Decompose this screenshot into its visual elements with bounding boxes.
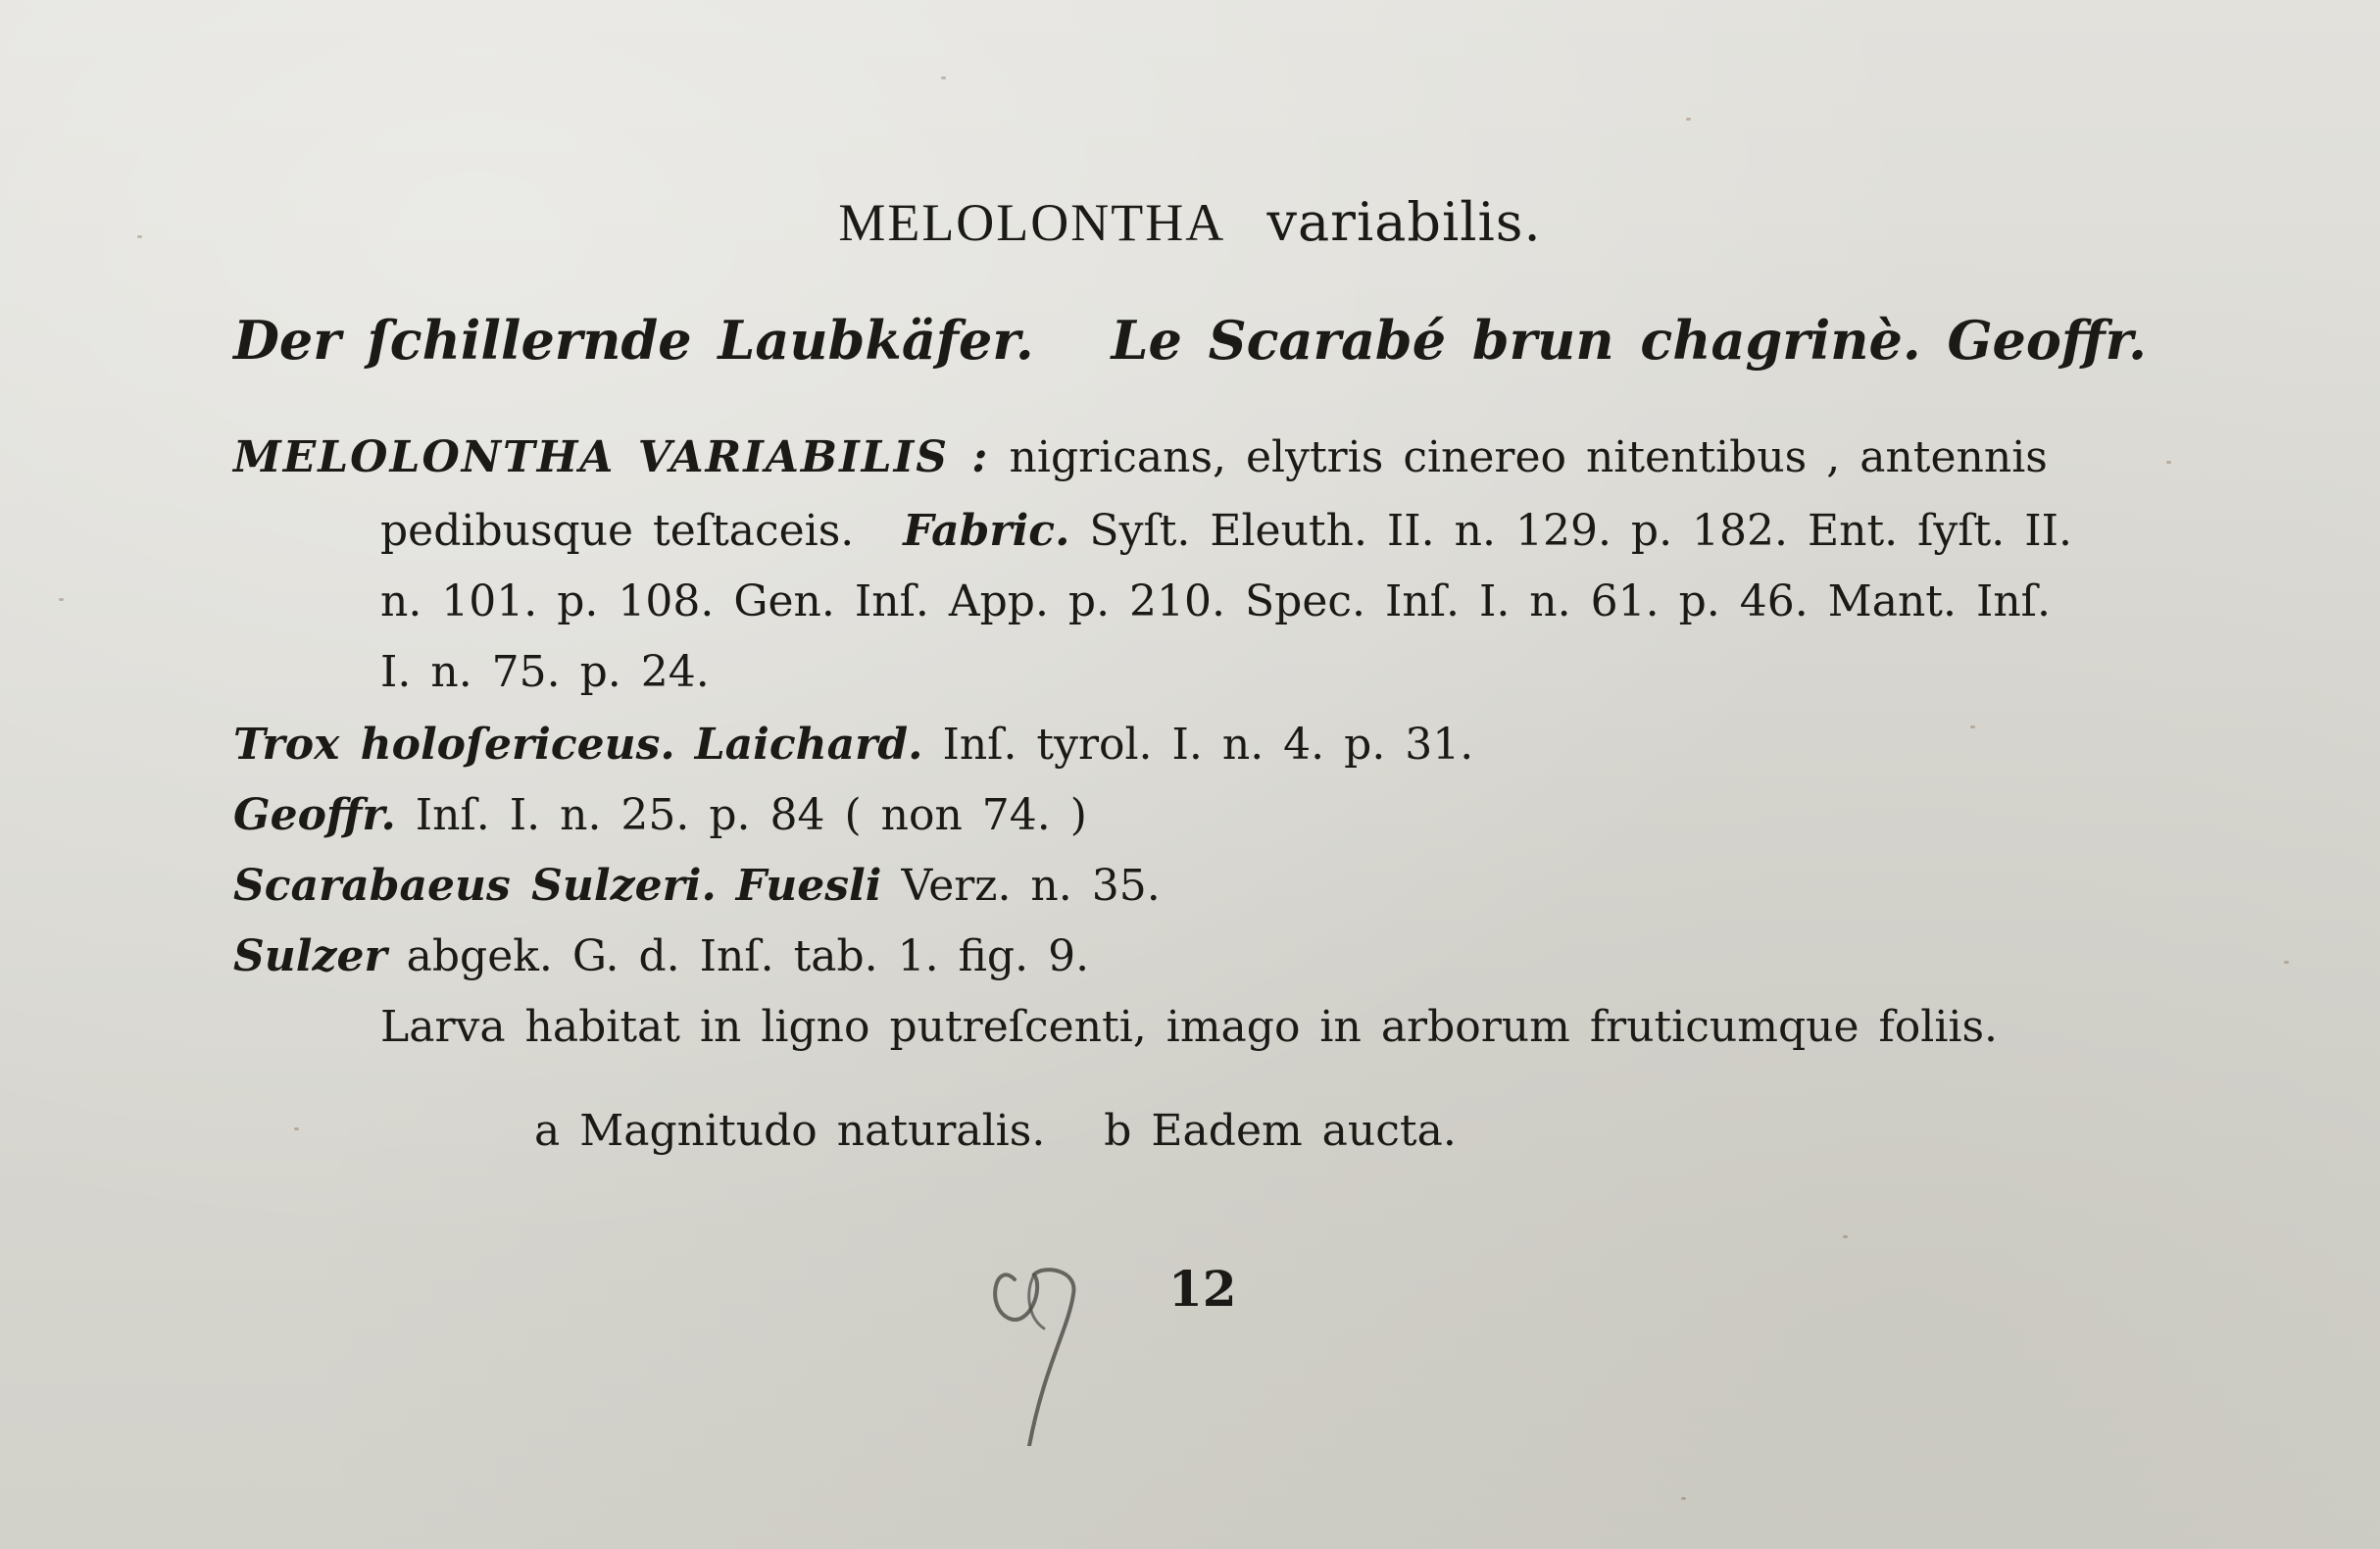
page-number: 12 (1168, 1260, 1237, 1318)
habitat-line: Larva habitat in ligno putreſcenti, imago in arborum fruticumque foliis. (380, 1002, 1999, 1052)
synonym-reference: Inſ. I. n. 25. p. 84 ( non 74. ) (415, 790, 1087, 840)
species-name: variabilis. (1266, 191, 1542, 253)
french-common-name: Le Scarabé brun chagrinè. Geoffr. (1111, 309, 2147, 372)
description-line-3: n. 101. p. 108. Gen. Inſ. App. p. 210. Spec. Inſ. I. n. 61. p. 46. Mant. Inſ. (380, 576, 2051, 626)
paper-speck (941, 76, 946, 79)
synonym-reference: Verz. n. 35. (901, 861, 1161, 911)
paper-speck (2166, 461, 2171, 464)
description-line-1 (233, 432, 2048, 482)
synonym-line (233, 720, 1474, 770)
author-citation: Fabric. (903, 506, 1070, 556)
synonym-author: Laichard. (694, 720, 923, 770)
description-lead-text: nigricans, elytris cinereo nitentibus , antennis (1009, 432, 2048, 482)
paper-speck (1681, 1497, 1686, 1500)
synonym-line (233, 931, 1090, 981)
synonym-name: Geoffr. (233, 790, 396, 840)
synonym-author: Fuesli (735, 861, 882, 911)
synonym-line (233, 790, 1087, 840)
description-line-2 (380, 506, 2072, 556)
description-text: Syſt. Eleuth. II. n. 129. p. 182. Ent. ſyſt. II. (1089, 506, 2072, 556)
german-common-name: Der ſchillernde Laubkäfer. (233, 309, 1034, 372)
description-lead-name: MELOLONTHA VARIABILIS : (233, 432, 990, 482)
synonym-reference: abgek. G. d. Inſ. tab. 1. fig. 9. (406, 931, 1090, 981)
genus-name: MELOLONTHA (838, 193, 1226, 252)
synonym-name: Scarabaeus Sulzeri. (233, 861, 717, 911)
paper-speck (2284, 961, 2289, 964)
description-line-4: I. n. 75. p. 24. (380, 647, 710, 697)
paper-speck (1970, 725, 1975, 728)
paper-speck (294, 1127, 299, 1130)
species-heading (0, 191, 2380, 253)
figure-caption: a Magnitudo naturalis. b Eadem aucta. (534, 1106, 1457, 1156)
synonym-line (233, 861, 1161, 911)
synonym-name: Trox holoſericeus. (233, 720, 675, 770)
paper-speck (1843, 1235, 1848, 1238)
synonym-reference: Inſ. tyrol. I. n. 4. p. 31. (942, 720, 1474, 770)
description-text: pedibusque teſtaceis. (380, 506, 855, 556)
synonym-name: Sulzer (233, 931, 387, 981)
common-names-line (0, 309, 2380, 372)
handwritten-pencil-mark (985, 1250, 1103, 1446)
paper-speck (1686, 118, 1691, 121)
paper-speck (59, 598, 64, 601)
